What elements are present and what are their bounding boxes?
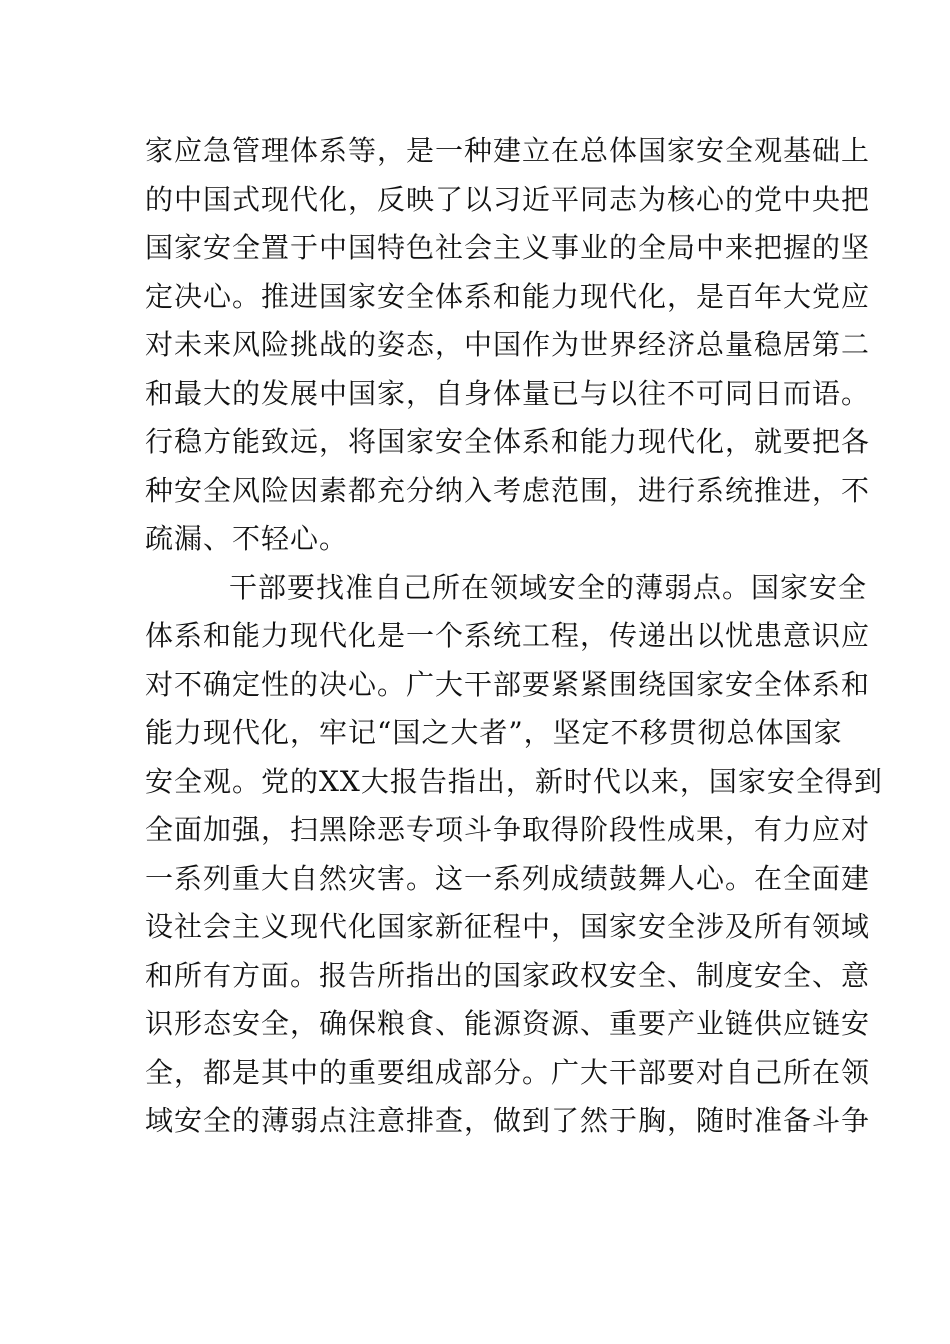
text-line: 国家安全置于中国特色社会主义事业的全局中来把握的坚 xyxy=(145,231,871,264)
text-line: 行稳方能致远，将国家安全体系和能力现代化，就要把各 xyxy=(145,425,871,458)
paragraph-heading-line: 干部要找准自己所在领域安全的薄弱点。国家安全 xyxy=(229,570,868,604)
text-line: 种安全风险因素都充分纳入考虑范围，进行系统推进，不 xyxy=(145,473,871,507)
text-line: 家应急管理体系等，是一种建立在总体国家安全观基础上 xyxy=(145,134,871,167)
text-line: 域安全的薄弱点注意排查，做到了然于胸，随时准备斗争 xyxy=(145,1104,871,1137)
text-line: 全面加强，扫黑除恶专项斗争取得阶段性成果，有力应对 xyxy=(145,813,871,846)
text-line: 对未来风险挑战的姿态，中国作为世界经济总量稳居第二 xyxy=(145,328,871,361)
body-text xyxy=(145,127,883,1146)
text-line: 的中国式现代化，反映了以习近平同志为核心的党中央把 xyxy=(145,182,871,216)
text-line: 能力现代化，牢记“国之大者”，坚定不移贯彻总体国家 xyxy=(145,716,843,749)
text-line: 识形态安全，确保粮食、能源资源、重要产业链供应链安 xyxy=(145,1007,871,1040)
text-line: 疏漏、不轻心。 xyxy=(145,522,349,555)
text-line: 和最大的发展中国家，自身体量已与以往不可同日而语。 xyxy=(145,376,871,410)
text-line: 体系和能力现代化是一个系统工程，传递出以忧患意识应 xyxy=(145,619,871,652)
text-line: 定决心。推进国家安全体系和能力现代化，是百年大党应 xyxy=(145,279,871,313)
text-line: 设社会主义现代化国家新征程中，国家安全涉及所有领域 xyxy=(145,910,871,943)
text-line: 和所有方面。报告所指出的国家政权安全、制度安全、意 xyxy=(145,958,871,992)
text-line: 安全观。党的XX大报告指出，新时代以来，国家安全得到 xyxy=(145,764,883,798)
text-line: 一系列重大自然灾害。这一系列成绩鼓舞人心。在全面建 xyxy=(145,861,871,895)
text-line: 全，都是其中的重要组成部分。广大干部要对自己所在领 xyxy=(145,1055,871,1089)
text-line: 对不确定性的决心。广大干部要紧紧围绕国家安全体系和 xyxy=(145,667,871,701)
